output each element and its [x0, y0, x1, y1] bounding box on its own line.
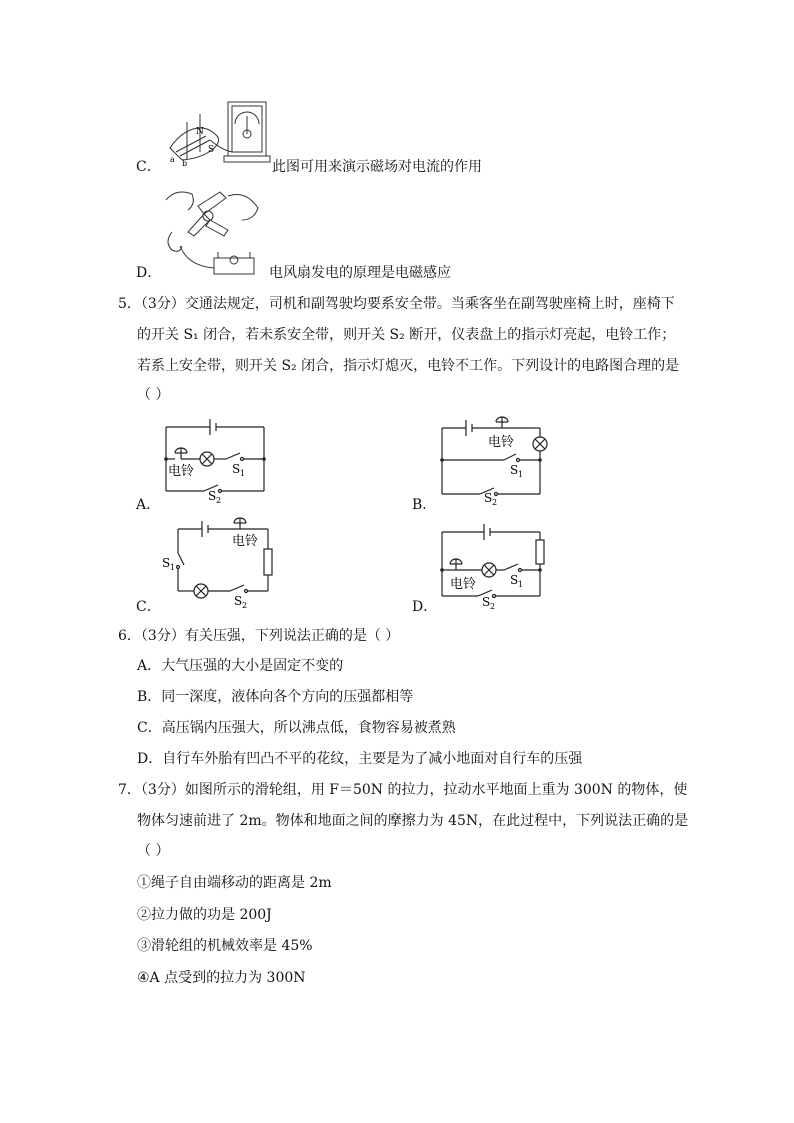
s2-label: S	[234, 594, 243, 608]
s1-label: S	[232, 462, 241, 476]
s1-label: S	[510, 463, 519, 477]
s2-label: S	[482, 595, 491, 609]
circuit-b-label: B．	[412, 497, 437, 513]
fig-text-s: S	[208, 145, 215, 155]
s2-sub: 2	[490, 602, 496, 611]
q6-option-b: B．同一深度，液体向各个方向的压强都相等	[137, 689, 414, 705]
circuit-c	[160, 515, 280, 610]
s2-sub: 2	[216, 496, 222, 505]
circuit-d	[436, 518, 556, 610]
s1-sub: 1	[518, 580, 524, 589]
option-label: C．	[136, 159, 161, 175]
q4-option-c	[136, 100, 536, 175]
q7-stem-line-1: 7．（3分）如图所示的滑轮组，用 F＝50N 的拉力，拉动水平地面上重为 300N 的物体，使	[118, 782, 688, 798]
s2-label: S	[484, 491, 493, 505]
s2-label: S	[208, 489, 217, 503]
circuit-c-label: C．	[136, 599, 161, 615]
s1-sub: 1	[240, 469, 246, 478]
s2-sub: 2	[242, 601, 248, 610]
q7-statement-2: ②拉力做的功是 200J	[137, 907, 272, 923]
s1-label: S	[162, 556, 171, 570]
q4-option-d	[136, 180, 536, 282]
q6-option-c: C．高压锅内压强大，所以沸点低，食物容易被煮熟	[137, 720, 456, 736]
circuit-d-label: D．	[412, 599, 438, 615]
bell-label: 电铃	[488, 435, 515, 450]
q5-stem-line-1: 5．（3分）交通法规定，司机和副驾驶均要系安全带。当乘客坐在副驾驶座椅上时，座椅下	[118, 296, 675, 312]
option-label: D．	[136, 265, 162, 281]
s1-label: S	[510, 573, 519, 587]
fig-text-b: b	[182, 159, 188, 168]
q7-statement-1: ①绳子自由端移动的距离是 2m	[137, 875, 332, 891]
q7-stem-line-2: 物体匀速前进了 2m。物体和地面之间的摩擦力为 45N，在此过程中，下列说法正确的是	[137, 813, 689, 829]
s1-sub: 1	[518, 470, 524, 479]
q7-statement-3: ③滑轮组的机械效率是 45%	[137, 938, 313, 954]
bell-label: 电铃	[450, 577, 477, 592]
q5-stem-line-3: 若系上安全带，则开关 S₂ 闭合，指示灯熄灭，电铃不工作。下列设计的电路图合理的是	[137, 358, 680, 374]
circuit-b	[436, 410, 556, 507]
s2-sub: 2	[492, 498, 498, 507]
q5-stem-line-2: 的开关 S₁ 闭合，若未系安全带，则开关 S₂ 断开，仪表盘上的指示灯亮起，电铃工作；	[137, 327, 676, 343]
fig-text-a: a	[170, 155, 175, 164]
circuit-a-label: A．	[136, 497, 161, 513]
q6-stem: 6．（3分）有关压强，下列说法正确的是（ ）	[118, 628, 400, 644]
fan-generator-figure	[158, 180, 268, 280]
q7-statement-4: ④A 点受到的拉力为 300N	[137, 970, 306, 986]
fig-text-n: N	[196, 127, 204, 137]
q6-option-d: D．自行车外胎有凹凸不平的花纹，主要是为了减小地面对自行车的压强	[137, 751, 583, 767]
bell-label: 电铃	[232, 534, 259, 549]
magnet-galvanometer-figure	[162, 100, 272, 172]
q6-option-a: A．大气压强的大小是固定不变的	[137, 658, 344, 674]
q7-answer-paren: （ ）	[137, 843, 170, 859]
s1-sub: 1	[170, 563, 176, 572]
q5-answer-paren: （ ）	[137, 387, 170, 403]
circuit-a	[160, 415, 275, 505]
option-text: 电风扇发电的原理是电磁感应	[269, 265, 451, 281]
option-text: 此图可用来演示磁场对电流的作用	[272, 159, 482, 175]
bell-label: 电铃	[168, 464, 195, 479]
